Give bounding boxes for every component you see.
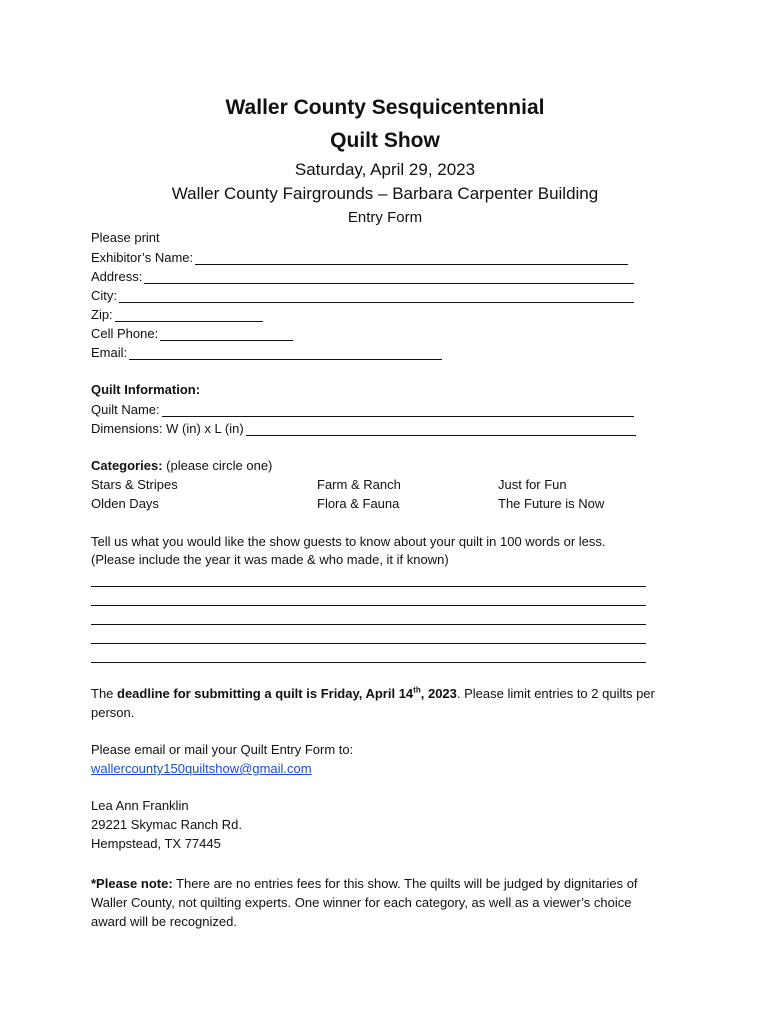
exhibitor-name-line[interactable]	[195, 252, 628, 265]
category-olden-days[interactable]: Olden Days	[91, 496, 159, 511]
zip-field[interactable]	[91, 306, 263, 322]
story-line-5[interactable]	[91, 662, 646, 663]
dimensions-field[interactable]	[91, 420, 636, 436]
deadline-suffix: . Please limit entries to 2 quilts per	[456, 686, 655, 701]
story-line-4[interactable]	[91, 643, 646, 644]
exhibitor-name-field[interactable]	[91, 249, 628, 265]
please-note-paragraph	[91, 874, 711, 931]
event-date: Saturday, April 29, 2023	[294, 160, 476, 179]
quilt-name-line[interactable]	[162, 404, 634, 417]
zip-line[interactable]	[115, 309, 263, 322]
city-line[interactable]	[119, 290, 634, 303]
address-line[interactable]	[144, 271, 634, 284]
mail-name: Lea Ann Franklin	[91, 798, 189, 813]
category-just-for-fun[interactable]: Just for Fun	[498, 477, 567, 492]
email-label: Email:	[91, 345, 128, 360]
zip-label: Zip:	[91, 307, 113, 322]
categories-heading: Categories:	[91, 458, 163, 473]
form-name: Entry Form	[347, 209, 423, 226]
category-future-is-now[interactable]: The Future is Now	[498, 496, 605, 511]
dimensions-label: Dimensions: W (in) x L (in)	[91, 421, 244, 436]
cell-phone-field[interactable]	[91, 325, 293, 341]
note-line-1: There are no entries fees for this show. The quilts will be judged by dignitaries of	[172, 876, 638, 891]
categories-note: (please circle one)	[166, 458, 273, 473]
mail-street: 29221 Skymac Ranch Rd.	[91, 817, 243, 832]
category-stars-stripes[interactable]: Stars & Stripes	[91, 477, 178, 492]
submission-instruction: Please email or mail your Quilt Entry Form to:	[91, 742, 354, 757]
category-flora-fauna[interactable]: Flora & Fauna	[317, 496, 400, 511]
please-note-label: *Please note:	[91, 876, 173, 891]
note-line-3: award will be recognized.	[91, 914, 237, 929]
note-line-2: Waller County, not quilting experts. One winner for each category, as well as a viewer’s choice	[91, 895, 632, 910]
deadline-ordinal: th	[413, 685, 421, 695]
cell-phone-line[interactable]	[160, 328, 293, 341]
category-farm-ranch[interactable]: Farm & Ranch	[317, 477, 401, 492]
email-line[interactable]	[129, 347, 442, 360]
deadline-year: , 2023	[420, 686, 457, 701]
deadline-prefix: The	[91, 686, 118, 701]
title-line-2: Quilt Show	[330, 129, 440, 152]
story-prompt-note: (Please include the year it was made & who made, it if known)	[91, 552, 449, 567]
cell-phone-label: Cell Phone:	[91, 326, 159, 341]
city-label: City:	[91, 288, 117, 303]
please-print-label: Please print	[91, 230, 160, 245]
deadline-line-2: person.	[91, 705, 135, 720]
email-field[interactable]	[91, 344, 442, 360]
address-label: Address:	[91, 269, 143, 284]
quilt-name-label: Quilt Name:	[91, 402, 160, 417]
submission-email-link[interactable]: wallercounty150quiltshow@gmail.com	[91, 761, 312, 776]
deadline-paragraph	[91, 684, 691, 722]
story-line-3[interactable]	[91, 624, 646, 625]
exhibitor-name-label: Exhibitor’s Name:	[91, 250, 194, 265]
categories-heading-row	[91, 458, 272, 474]
mail-city-state: Hempstead, TX 77445	[91, 836, 221, 851]
city-field[interactable]	[91, 287, 634, 303]
story-line-2[interactable]	[91, 605, 646, 606]
event-venue: Waller County Fairgrounds – Barbara Carpenter Building	[171, 184, 599, 203]
quilt-info-heading: Quilt Information:	[91, 382, 201, 397]
story-line-1[interactable]	[91, 586, 646, 587]
story-prompt: Tell us what you would like the show guests to know about your quilt in 100 words or less.	[91, 534, 606, 549]
quilt-name-field[interactable]	[91, 401, 634, 417]
dimensions-line[interactable]	[246, 423, 636, 436]
deadline-date: deadline for submitting a quilt is Friday, April 14	[117, 686, 414, 701]
title-line-1: Waller County Sesquicentennial	[225, 96, 545, 119]
address-field[interactable]	[91, 268, 634, 284]
